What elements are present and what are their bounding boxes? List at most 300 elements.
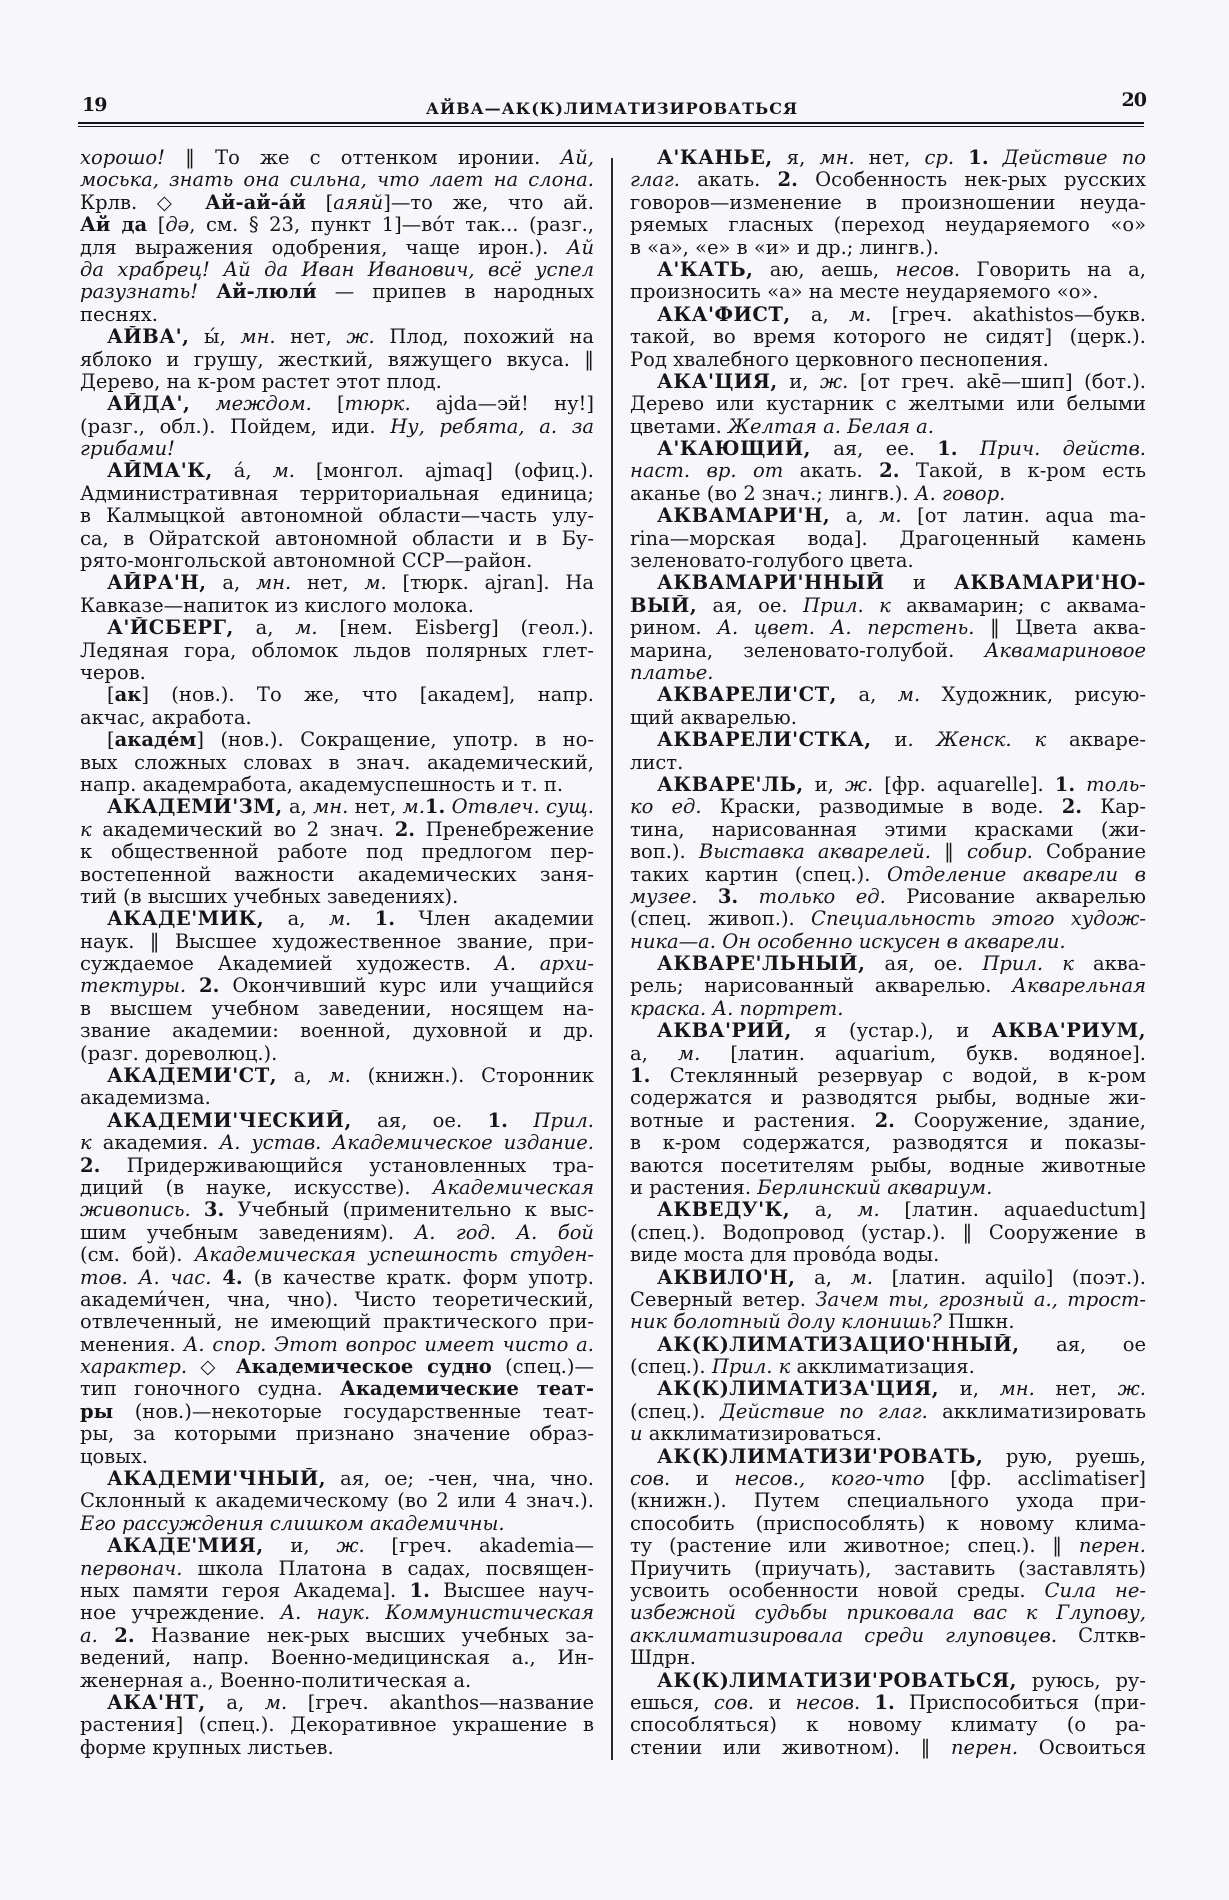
bold-text: 1. [487,1109,508,1132]
text-run: (спец.). [630,1356,712,1379]
italic-text: Желтая а. Белая а. [728,415,935,438]
text-run: ‖ [930,841,967,864]
dictionary-line [80,1334,594,1356]
bold-text: 1. [937,438,958,461]
dictionary-line [80,931,594,953]
italic-text: платье. [630,661,714,684]
italic-text: только ед. [758,885,886,908]
headword: АКАДЕ'МИЯ, [107,1535,264,1558]
text-run [98,1625,114,1647]
dictionary-line [630,931,1146,953]
dictionary-line [630,1580,1146,1602]
dictionary-line [80,1199,594,1221]
dictionary-line [80,1289,594,1311]
dictionary-line [80,169,594,191]
bold-text: 1. [630,1065,651,1088]
dictionary-line [80,640,594,662]
bold-text: 3. [717,885,739,908]
text-run: растения] (спец.). Декоративное украшение в [80,1714,594,1737]
dictionary-line [80,1132,594,1154]
text-run: а, [205,1691,265,1714]
dictionary-line [80,819,594,841]
dictionary-line [80,1602,594,1624]
dictionary-line [80,1356,594,1378]
dictionary-line [630,237,1146,259]
headword: АК(К)ЛИМАТИЗАЦИО'ННЫЙ, [657,1333,1020,1356]
headword: АКА'НТ, [107,1691,206,1714]
dictionary-line [630,416,1146,438]
dictionary-line [630,528,1146,550]
text-run: [латин. aquilo] (поэт.). [872,1266,1146,1289]
text-run: яблоко и грушу, жесткий, вяжущего вкуса. ‖ [80,348,594,371]
bold-text: Ай да [80,214,148,237]
italic-text: несов. [795,1691,861,1714]
text-run: и [884,572,954,595]
headword: АЙМА'К, [107,460,213,483]
text-run: для выражения одобрения, чаще ирон.). [80,236,567,259]
headword: А'КАНЬЕ, [657,147,773,169]
entry-first-line [80,572,594,594]
text-run: ры, за которыми признано значение образ- [80,1423,594,1446]
headword: АКВАРЕ'ЛЬ, [657,773,804,796]
text-run: Северный ветер. [630,1288,816,1311]
text-run: Собрание [1032,841,1146,864]
italic-text: м. [677,1042,701,1065]
headword: ВЫЙ, [630,594,698,617]
text-run: руюсь, ру- [1016,1669,1146,1692]
italic-text: толь- [1086,773,1146,796]
text-run [211,1267,222,1289]
text-run: а, [264,908,329,931]
italic-text: м. [328,1065,351,1088]
text-run [191,1199,204,1221]
entry-first-line [630,1199,1146,1221]
dictionary-line [630,1043,1146,1065]
text-run: Стеклянный резервуар с водой, в к-ром [650,1065,1146,1088]
italic-text: Зачем ты, грозный а., трост- [815,1288,1146,1311]
italic-text: Специальность этого худож- [811,908,1146,931]
dictionary-line [80,752,594,774]
text-run: зеленовато-голубого цвета. [630,550,914,573]
entry-first-line [80,908,594,930]
italic-text: Выставка акварелей. [698,841,931,864]
headword: АЙВА', [107,326,190,349]
dictionary-line [80,662,594,684]
italic-text: акклиматизировала среди глуповцев. [630,1624,1058,1647]
text-run: [фр. aquarelle]. [873,773,1055,796]
italic-text: м. [402,796,425,819]
text-run: Пренебрежение [415,818,594,841]
dictionary-line [630,169,1146,191]
dictionary-line [630,483,1146,505]
text-run: востепенной важности академических заня- [80,863,594,886]
text-run: аю, аешь, [753,258,896,281]
italic-text: наст. вр. от [630,460,784,483]
text-run: (разг., обл.). Пойдем, иди. [80,415,391,438]
dictionary-line [630,1132,1146,1154]
text-run: ряемых гласных (переход неударяемого «о» [630,214,1146,237]
italic-text: А. цвет. А. перстень. [717,617,975,640]
text-run: Плод, похожий на [374,326,594,349]
italic-text: м. [364,572,387,595]
dictionary-line [630,1490,1146,1512]
italic-text: А. устав. Академическое издание. [219,1132,594,1155]
text-run: аква- [1073,953,1146,976]
text-run: ту (растение или животное; спец.). ‖ [630,1535,1079,1558]
dictionary-line [80,1020,594,1042]
text-run: (в качестве кратк. форм употр. [242,1266,594,1289]
right-column [630,147,1146,1759]
text-run: (см. бой). [80,1244,195,1267]
dictionary-line [630,662,1146,684]
text-run: черов. [80,661,146,684]
text-run: [ [311,393,345,416]
dictionary-line [630,1155,1146,1177]
text-run: а, [790,303,849,326]
dictionary-line [630,349,1146,371]
italic-text: А. спор. Этот вопрос имеет чисто а. [183,1333,594,1356]
italic-text: моська, знать она сильна, что лает на слона. [80,169,594,192]
text-run: нет, [348,796,403,819]
dictionary-line [80,1490,594,1512]
italic-text: несов., кого-что [734,1468,925,1491]
bold-text: 2. [1061,796,1083,819]
entry-first-line [630,438,1146,460]
dictionary-line [630,841,1146,863]
dictionary-line [630,550,1146,572]
italic-text: несов. [895,258,961,281]
dictionary-line [80,1423,594,1445]
entry-first-line [630,147,1146,169]
text-run: менения. [80,1333,184,1356]
text-run: [ [305,191,334,214]
italic-text: перен. [1078,1535,1146,1558]
text-run: Дерево, на к-ром растет этот плод. [80,370,442,393]
headword: АКВАРЕЛИ'СТ, [657,684,837,707]
italic-text: междом. [215,393,312,416]
bold-text: 4. [222,1266,243,1289]
headword: АКАДЕМИ'ЧЕСКИЙ, [107,1109,352,1132]
italic-text: избежной судьбы приковала вас к Глупову, [630,1602,1146,1625]
text-run: и [754,1691,796,1714]
bold-text: 1. [968,147,989,169]
text-run: са, в Ойратской автономной области и в Бу- [80,527,594,550]
italic-text: тов. А. час. [80,1266,212,1289]
text-run: тий (в высших учебных заведениях). [80,885,459,908]
text-run: марина, зеленовато-голубой. [630,639,985,662]
dictionary-line [630,326,1146,348]
italic-text: тюрк. [344,393,411,416]
italic-text: характер. [80,1356,188,1379]
italic-text: живопись. [80,1199,191,1222]
text-run: такой, во время которого не сидят] (церк.). [630,326,1146,349]
text-run: а, [233,617,296,640]
italic-text: м. [850,1266,873,1289]
italic-text: Берлинский аквариум. [757,1176,993,1199]
entry-first-line [80,326,594,348]
italic-text: А. год. А. бой [414,1221,594,1244]
text-run: аканье (во 2 знач.; лингв.). [630,482,915,505]
text-run: а, [282,796,314,819]
italic-text: Действие по глаг. [719,1400,928,1423]
text-run: ]—то же, что ай. [383,191,594,214]
dictionary-line [630,1714,1146,1736]
text-run: академизма. [80,1087,211,1110]
text-run: — припев в народных [316,281,594,304]
bold-text: 2. [114,1624,135,1647]
dictionary-line [80,975,594,997]
italic-text: сов. [630,1468,671,1491]
bold-text: 2. [199,975,220,998]
text-run: ая, ее. [810,438,938,461]
dictionary-line [630,1065,1146,1087]
italic-text: мн. [313,796,349,819]
dictionary-line [80,237,594,259]
text-run: Ледяная гора, обломок льдов полярных глет- [80,639,594,662]
bold-text: Ай-люли́ [216,281,317,304]
text-run: Приучить (приучать), заставить (заставлять) [630,1557,1146,1580]
entry-first-line [630,1670,1146,1692]
text-run [198,281,216,303]
italic-text: Прил. к [803,594,891,617]
italic-text: глаг. [630,169,680,192]
italic-text: дә [165,214,190,237]
page-number-right: 20 [1121,89,1146,111]
text-run: Художник, рисую- [920,684,1146,707]
dictionary-line [80,1378,594,1400]
entry-first-line [630,259,1146,281]
text-run: а, [836,684,898,707]
italic-text: мн. [819,147,855,169]
italic-text: тектуры. [80,975,187,998]
bold-text: 2. [80,1154,101,1177]
italic-text: и [630,1423,643,1446]
italic-text: музее. [630,885,698,908]
italic-text: Женск. к [936,729,1047,752]
italic-text: Его рассуждения слишком академичны. [80,1512,505,1535]
text-run [190,393,215,415]
bold-text: 1. [874,1691,895,1714]
text-run: (книжн.). Путем специального ухода при- [630,1490,1146,1513]
dictionary-line [630,1222,1146,1244]
dictionary-line [80,1737,594,1759]
text-run: содержатся и разводятся рыбы, водные жи- [630,1087,1146,1110]
text-run: а́, [212,460,273,483]
italic-text: м. [879,505,902,528]
text-run: акклиматизация. [790,1356,975,1379]
headword: АКВАРЕЛИ'СТКА, [657,729,872,752]
italic-text: ср. [924,147,955,169]
dictionary-line [630,617,1146,639]
bold-text: 1. [374,908,396,931]
entry-first-line [630,729,1146,751]
text-run: (книжн.). Сторонник [350,1065,594,1088]
dictionary-line [80,438,594,460]
italic-text: краска. А. портрет. [630,997,844,1020]
entry-first-line [80,393,594,415]
text-run: школа Платона в садах, посвящен- [182,1557,594,1580]
bold-text: 2. [777,169,798,192]
text-run: Приспособиться (при- [894,1691,1146,1714]
dictionary-line [80,1401,594,1423]
text-run: звание академии: военной, духовной и др. [80,1020,594,1043]
bold-text: 3. [203,1199,225,1222]
text-run: ное учреждение. [80,1602,281,1625]
entry-first-line [80,1065,594,1087]
text-run [954,147,968,169]
headword: АК(К)ЛИМАТИЗИ'РОВАТЬСЯ, [657,1669,1017,1692]
entry-first-line [630,505,1146,527]
text-run: ajda—эй! ну!] [410,393,594,416]
text-run: и, [777,370,820,393]
italic-text: собир. [966,841,1033,864]
text-run: ] (нов.). То же, что [академ], напр. [141,684,594,707]
dictionary-line [630,1647,1146,1669]
headword: А'КАЮЩИЙ, [657,438,811,461]
text-run: в высшем учебном заведении, носящем на- [80,997,594,1020]
italic-text: Прил. [533,1109,594,1132]
text-run: (спец.)— [491,1356,594,1379]
text-run: а, [795,1266,851,1289]
italic-text: первонач. [80,1557,183,1580]
dictionary-line [80,1155,594,1177]
dictionary-line [630,1558,1146,1580]
italic-text: А. наук. Коммунистическая [280,1602,594,1625]
text-run: Такой, в к-ром есть [899,460,1146,483]
text-run: академия. [91,1132,220,1155]
text-run: в к-ром содержатся, разводятся и показы- [630,1132,1146,1155]
entry-first-line [80,460,594,482]
dictionary-line [80,1625,594,1647]
text-run: рином. [630,617,718,640]
entry-first-line [630,1020,1146,1042]
italic-text: Академическая успешность студен- [194,1244,594,1267]
text-run: тина, нарисованная этими красками (жи- [630,818,1146,841]
text-run: отвлеченный, не имеющий практического при- [80,1311,594,1334]
text-run: женерная а., Военно-политическая а. [80,1669,472,1692]
headword: АКВАРЕ'ЛЬНЫЙ, [657,953,866,976]
dictionary-line [630,886,1146,908]
dictionary-line [80,528,594,550]
entry-first-line [630,684,1146,706]
text-run: я (устар.), и [791,1020,992,1043]
italic-text: да храбрец! Ай да Иван Иванович, всё успел [80,258,594,281]
headword: АЙДА', [107,393,191,416]
dictionary-line [80,214,594,236]
dictionary-line [80,1043,594,1065]
text-run: Название нек-рых высших учебных за- [134,1624,594,1647]
dictionary-line [630,707,1146,729]
text-run: а, [830,505,880,528]
text-run: Рисование акварелью [885,885,1146,908]
text-run: академический во 2 знач. [91,818,395,841]
text-run [697,886,717,908]
dictionary-line [630,998,1146,1020]
italic-text: м. [272,460,295,483]
dictionary-line [630,975,1146,997]
dictionary-line [80,1446,594,1468]
text-run: Освоиться [1018,1736,1146,1759]
text-run: Окончивший курс или учащийся [219,975,594,998]
text-run: [греч. akademia— [364,1535,594,1558]
text-run: ешься, [630,1691,714,1714]
italic-text: к [80,1132,92,1155]
text-run: и, [803,773,845,796]
dictionary-line [80,774,594,796]
italic-text: Прич. действ. [979,438,1146,461]
text-run: к общественной работе под предлогом пер- [80,841,594,864]
entry-first-line [80,796,594,818]
dictionary-line [80,1087,594,1109]
text-run: говоров—изменение в произношении неуда- [630,191,1146,214]
text-run: рято-монгольской автономной ССР—район. [80,550,533,573]
bold-text: акаде́м [114,729,197,752]
text-run: (спец. живоп.). [630,908,812,931]
dictionary-line [80,1267,594,1289]
italic-text: Сила не- [1044,1580,1146,1602]
dictionary-line [630,796,1146,818]
dictionary-line [80,1244,594,1266]
text-run: Краски, разводимые в воде. [701,796,1062,819]
text-run: воп.). [630,841,699,864]
text-run: цовых. [80,1445,148,1468]
italic-text: м. [264,1691,288,1714]
dictionary-line [80,864,594,886]
dictionary-line [630,1468,1146,1490]
dictionary-line [80,595,594,617]
dictionary-line [80,1647,594,1669]
dictionary-line [80,371,594,393]
dictionary-line [630,1244,1146,1266]
dictionary-line [80,998,594,1020]
text-run: песнях. [80,303,158,326]
text-run: Крлв. ◇ [80,191,206,214]
text-run: форме крупных листьев. [80,1736,334,1759]
text-run: акклиматизироваться. [642,1423,883,1446]
headword: АКАДЕМИ'СТ, [107,1065,278,1088]
dictionary-line [80,192,594,214]
entry-first-line [630,1334,1146,1356]
dictionary-line [80,1177,594,1199]
headword: АКВАМАРИ'Н, [657,505,831,528]
text-run: а, [206,572,256,595]
entry-first-line [630,953,1146,975]
text-run: виде моста для прово́да воды. [630,1244,940,1267]
italic-text: мн. [240,326,276,349]
italic-text: перен. [950,1736,1019,1759]
text-run [508,1110,533,1132]
text-run: нет, [1034,1378,1118,1401]
text-run: [монгол. ajmaq] (офиц.). [294,460,594,483]
italic-text: Акварельная [1012,975,1146,998]
italic-text: ко ед. [630,796,702,819]
column-divider [611,158,613,1760]
text-run [860,1692,874,1714]
italic-text: Ай, [560,147,594,169]
text-run: Учебный (применительно к выс- [224,1199,594,1222]
headword: АК(К)ЛИМАТИЗИ'РОВАТЬ, [657,1445,984,1468]
bold-text: Ай-ай-а́й [205,191,306,214]
headword: АКА'ЦИЯ, [657,370,778,393]
text-run: произносить «а» на месте неударяемого «о». [630,281,1099,304]
text-run: таких картин (спец.). [630,863,887,886]
text-run: я, [772,147,820,169]
text-run: диций (в науке, искусстве). [80,1176,433,1199]
text-run: акклиматизировать [927,1400,1146,1423]
text-run: тип гоночного судна. [80,1378,340,1401]
entry-first-line [630,1267,1146,1289]
dictionary-line [630,1087,1146,1109]
